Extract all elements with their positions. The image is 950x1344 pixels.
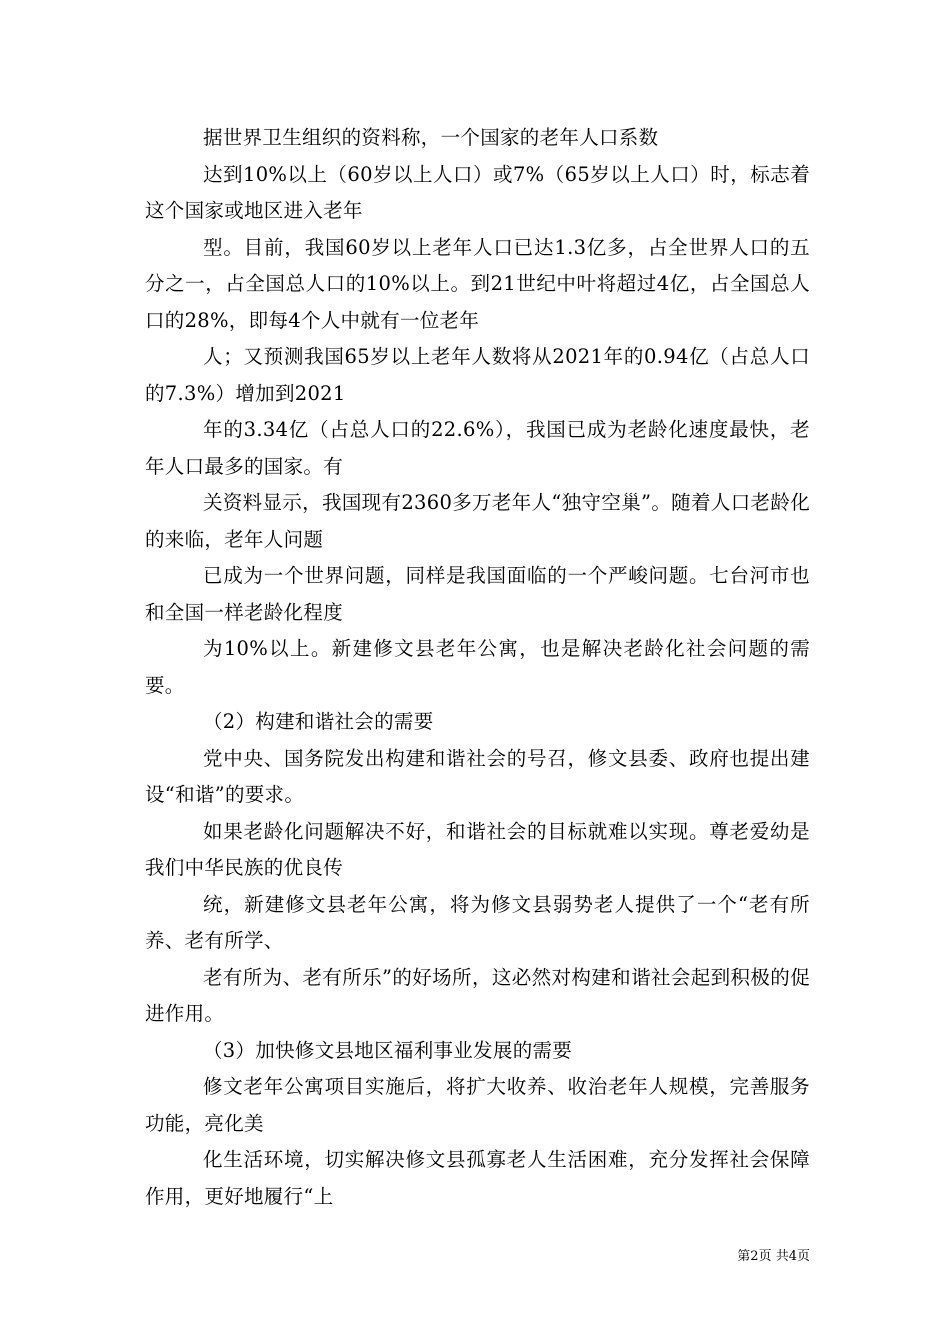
section-heading-3: （3）加快修文县地区福利事业发展的需要 xyxy=(203,1038,573,1062)
paragraph-1: 据世界卫生组织的资料称，一个国家的老年人口系数 xyxy=(203,126,659,149)
paragraph-9: 党中央、国务院发出构建和谐社会的号召，修文县委、政府也提出建设“和谐”的要求。 xyxy=(145,746,810,806)
paragraph-6: 关资料显示，我国现有2360多万老年人“独守空巢”。随着人口老龄化的来临，老年人问题 xyxy=(145,491,810,551)
paragraph-2: 达到10%以上（60岁以上人口）或7%（65岁以上人口）时，标志着这个国家或地区进入老年 xyxy=(145,162,810,222)
paragraph-12: 老有所为、老有所乐”的好场所，这必然对构建和谐社会起到积极的促进作用。 xyxy=(145,965,810,1025)
footer-prefix: 第 xyxy=(737,1249,751,1264)
paragraph-3: 型。目前，我国60岁以上老年人口已达1.3亿多，占全世界人口的五分之一，占全国总人口的10%以上。到21世纪中叶将超过4亿，占全国总人口的28%，即每4个人中就有一位老年 xyxy=(145,235,810,332)
footer-total-pages: 4 xyxy=(788,1249,797,1264)
paragraph-7: 已成为一个世界问题，同样是我国面临的一个严峻问题。七台河市也和全国一样老龄化程度 xyxy=(145,564,810,624)
page-footer xyxy=(640,1248,810,1266)
paragraph-11: 统，新建修文县老年公寓，将为修文县弱势老人提供了一个“老有所养、老有所学、 xyxy=(145,892,810,952)
paragraph-14: 化生活环境，切实解决修文县孤寡老人生活困难，充分发挥社会保障作用，更好地履行“上 xyxy=(145,1148,810,1208)
paragraph-5: 年的3.34亿（占总人口的22.6%），我国已成为老龄化速度最快，老年人口最多的国家。有 xyxy=(145,418,810,478)
paragraph-8: 为10%以上。新建修文县老年公寓，也是解决老龄化社会问题的需要。 xyxy=(145,637,810,697)
paragraph-4: 人；又预测我国65岁以上老年人数将从2021年的0.94亿（占总人口的7.3%）增加到2021 xyxy=(145,345,810,405)
footer-middle: 页 共 xyxy=(758,1249,789,1264)
footer-suffix: 页 xyxy=(796,1249,810,1264)
document-body xyxy=(145,120,810,1215)
paragraph-10: 如果老龄化问题解决不好，和谐社会的目标就难以实现。尊老爱幼是我们中华民族的优良传 xyxy=(145,819,810,879)
paragraph-13: 修文老年公寓项目实施后，将扩大收养、收治老年人规模，完善服务功能，亮化美 xyxy=(145,1075,810,1135)
section-heading-2: （2）构建和谐社会的需要 xyxy=(203,710,434,733)
footer-current-page: 2 xyxy=(750,1249,759,1264)
